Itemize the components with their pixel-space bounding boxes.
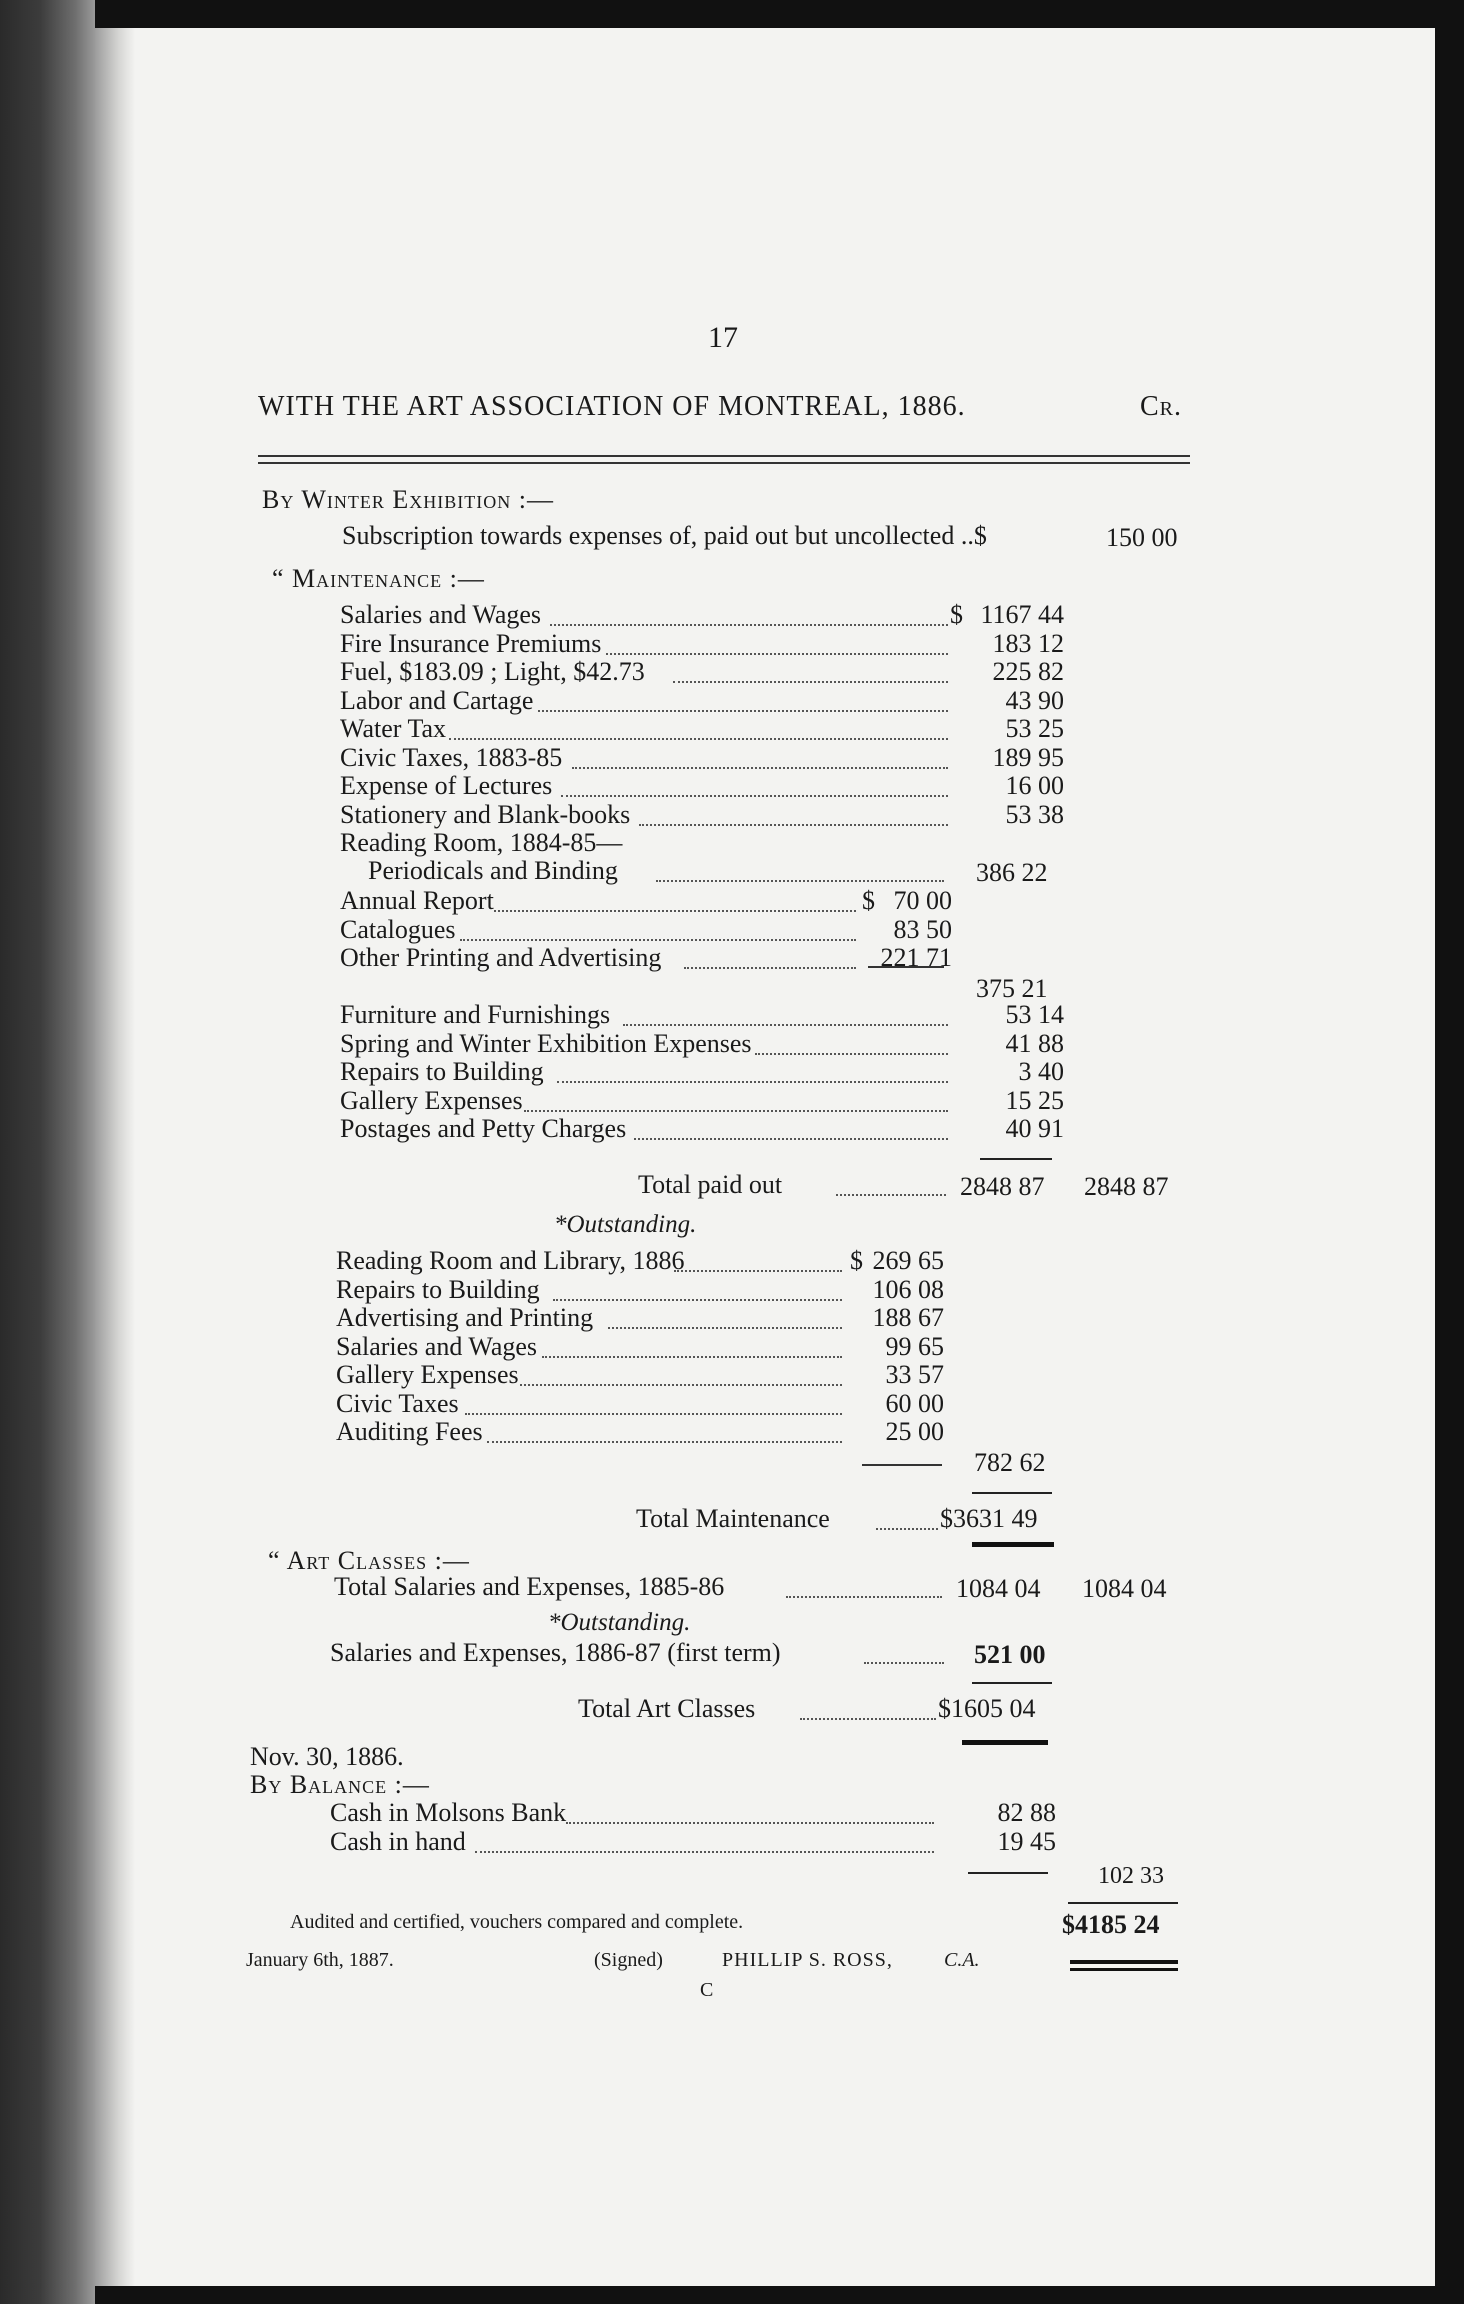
outstanding-item-dollar-sign: $: [850, 1246, 863, 1275]
total-maintenance: $3631 49: [940, 1504, 1038, 1533]
dot-leader: [542, 1356, 842, 1358]
balance-date: Nov. 30, 1886.: [250, 1742, 404, 1771]
maintenance-item-label: Labor and Cartage: [340, 685, 534, 715]
maintenance-item-label: Furniture and Furnishings: [340, 1000, 611, 1029]
maintenance-item-amount: 16 00: [1005, 771, 1064, 800]
scan-edge: [0, 0, 95, 2304]
maintenance-item-amount: 225 82: [992, 657, 1064, 686]
signature-mark: C: [700, 1979, 714, 2001]
maintenance-item-amount: 183 12: [992, 628, 1064, 658]
maintenance-item-label: Civic Taxes, 1883-85: [340, 742, 563, 772]
printing-item-label: Other Printing and Advertising: [340, 943, 662, 972]
outstanding-item-label: Repairs to Building: [336, 1274, 540, 1304]
header-rule: [258, 455, 1190, 457]
dot-leader: [606, 653, 948, 655]
outstanding-total: 782 62: [974, 1448, 1046, 1477]
dot-leader: [639, 824, 948, 826]
printing-item-label: Catalogues: [340, 914, 456, 944]
dot-leader: [557, 1081, 948, 1083]
page-gutter-shadow: [95, 28, 135, 2286]
total-maintenance-label: Total Maintenance: [636, 1504, 830, 1533]
total-paid-out-label: Total paid out: [638, 1170, 783, 1199]
outstanding-item-amount: 99 65: [885, 1331, 944, 1361]
balance-item-amount: 19 45: [997, 1826, 1056, 1856]
outstanding-item-label: Salaries and Wages: [336, 1331, 538, 1361]
section-heading-art-classes: “ Art Classes :—: [268, 1546, 470, 1575]
printing-item-amount: 83 50: [893, 914, 952, 944]
dot-leader: [786, 1596, 942, 1598]
dot-leader: [674, 1270, 842, 1272]
page-number: 17: [708, 321, 738, 354]
maintenance-item-label: Fire Insurance Premiums: [340, 628, 602, 658]
total-rule: [972, 1682, 1052, 1684]
printing-item-amount: 70 00: [893, 886, 952, 915]
balance-item-label: Cash in Molsons Bank: [330, 1798, 567, 1827]
maintenance-item-amount: 53 14: [1005, 1000, 1064, 1029]
reading-room-amount: 386 22: [976, 858, 1048, 887]
dot-leader: [561, 795, 948, 797]
dot-leader: [494, 910, 856, 912]
dot-leader: [608, 1327, 842, 1329]
balance-total: 102 33: [1098, 1863, 1164, 1889]
maintenance-item-label: Fuel, $183.09 ; Light, $42.73: [340, 657, 645, 686]
dot-leader: [475, 1851, 934, 1853]
maintenance-item-amount: 53 38: [1005, 799, 1064, 829]
outstanding-heading: *Outstanding.: [554, 1211, 697, 1238]
reading-room-label: Reading Room, 1884-85—: [340, 828, 623, 857]
art-classes-amount: 1084 04: [956, 1574, 1041, 1603]
dot-leader: [623, 1024, 948, 1026]
page-header-credit: Cr.: [1140, 391, 1183, 422]
maintenance-item-label: Stationery and Blank-books: [340, 799, 631, 829]
signed-label: (Signed): [594, 1949, 663, 1971]
outstanding-item-amount: 106 08: [872, 1274, 944, 1304]
dot-leader: [634, 1138, 948, 1140]
total-art-classes-label: Total Art Classes: [578, 1694, 756, 1723]
maintenance-item-amount: 15 25: [1005, 1085, 1064, 1115]
maintenance-item-label: Repairs to Building: [340, 1057, 544, 1086]
section-heading-balance: By Balance :—: [250, 1770, 430, 1799]
dot-leader: [876, 1528, 938, 1530]
outstanding-item-amount: 188 67: [872, 1303, 944, 1332]
dot-leader: [553, 1299, 842, 1301]
maintenance-item-label: Gallery Expenses: [340, 1085, 523, 1115]
grand-total: $4185 24: [1062, 1910, 1160, 1939]
outstanding-item-amount: 33 57: [885, 1360, 944, 1389]
winter-exhibition-amount: 150 00: [1106, 523, 1178, 552]
art-classes-outstanding-line: Salaries and Expenses, 1886-87 (first term): [330, 1638, 781, 1667]
signer-name: PHILLIP S. ROSS,: [722, 1949, 893, 1971]
dot-leader: [673, 681, 948, 683]
dot-leader: [566, 1822, 934, 1824]
outstanding-item-label: Civic Taxes: [336, 1388, 459, 1418]
dot-leader: [836, 1194, 946, 1196]
maintenance-item-dollar-sign: $: [950, 600, 963, 629]
maintenance-item-amount: 1167 44: [980, 600, 1064, 629]
maintenance-item-label: Water Tax: [340, 714, 447, 743]
dot-leader: [550, 624, 948, 626]
dot-leader: [656, 880, 944, 882]
balance-item-amount: 82 88: [997, 1798, 1056, 1827]
balance-item-label: Cash in hand: [330, 1826, 466, 1856]
dot-leader: [572, 767, 948, 769]
subtotal-rule: [862, 1464, 942, 1466]
printing-item-label: Annual Report: [340, 886, 494, 915]
total-paid-out: 2848 87: [960, 1172, 1045, 1201]
ledger-page: [95, 28, 1435, 2286]
dot-leader: [538, 710, 948, 712]
outstanding-item-amount: 269 65: [872, 1246, 944, 1275]
total-art-classes: $1605 04: [938, 1694, 1036, 1723]
dot-leader: [864, 1662, 944, 1664]
art-classes-line: Total Salaries and Expenses, 1885-86: [334, 1572, 725, 1601]
signer-title: C.A.: [944, 1949, 980, 1971]
maintenance-item-amount: 189 95: [992, 742, 1064, 772]
outstanding-item-amount: 25 00: [885, 1417, 944, 1446]
printing-item-amount: 221 71: [880, 943, 952, 972]
maintenance-item-amount: 40 91: [1005, 1114, 1064, 1143]
dot-leader: [460, 939, 856, 941]
outstanding-item-amount: 60 00: [885, 1388, 944, 1418]
outstanding-item-label: Reading Room and Library, 1886: [336, 1246, 685, 1275]
grand-total-double-rule: [1070, 1960, 1178, 1964]
total-rule: [980, 1158, 1052, 1160]
printing-item-dollar-sign: $: [862, 886, 875, 915]
maintenance-item-amount: 53 25: [1005, 714, 1064, 743]
art-classes-amount-carried: 1084 04: [1082, 1574, 1167, 1603]
dot-leader: [524, 1110, 948, 1112]
grand-total-double-rule: [1070, 1968, 1178, 1971]
maintenance-item-label: Postages and Petty Charges: [340, 1114, 627, 1143]
reading-room-sub-label: Periodicals and Binding: [368, 856, 618, 885]
art-classes-outstanding-heading: *Outstanding.: [548, 1609, 691, 1636]
total-paid-out-carried: 2848 87: [1084, 1172, 1169, 1201]
outstanding-item-label: Auditing Fees: [336, 1417, 483, 1446]
subtotal-rule: [868, 966, 944, 968]
total-rule: [972, 1492, 1052, 1494]
header-rule: [258, 462, 1190, 464]
total-rule: [1068, 1902, 1178, 1904]
section-heading-maintenance: “ Maintenance :—: [272, 564, 485, 593]
outstanding-item-label: Advertising and Printing: [336, 1303, 594, 1332]
dot-leader: [449, 738, 948, 740]
art-classes-outstanding-amount: 521 00: [974, 1640, 1046, 1669]
outstanding-item-label: Gallery Expenses: [336, 1360, 519, 1389]
dot-leader: [684, 967, 856, 969]
section-heading-winter-exhibition: By Winter Exhibition :—: [262, 485, 554, 514]
winter-exhibition-line: Subscription towards expenses of, paid out but uncollected ..$: [342, 521, 987, 550]
subtotal-rule: [968, 1872, 1048, 1874]
dot-leader: [465, 1413, 842, 1415]
total-double-rule: [972, 1542, 1054, 1547]
maintenance-item-label: Expense of Lectures: [340, 771, 553, 800]
total-double-rule: [962, 1740, 1048, 1745]
dot-leader: [800, 1718, 936, 1720]
maintenance-item-amount: 43 90: [1005, 685, 1064, 715]
maintenance-item-label: Spring and Winter Exhibition Expenses: [340, 1028, 752, 1058]
printing-total: 375 21: [976, 974, 1048, 1003]
dot-leader: [520, 1384, 842, 1386]
maintenance-item-amount: 3 40: [1018, 1057, 1064, 1086]
maintenance-item-amount: 41 88: [1005, 1028, 1064, 1058]
audit-statement: Audited and certified, vouchers compared and complete.: [290, 1911, 744, 1933]
maintenance-item-label: Salaries and Wages: [340, 600, 542, 629]
audit-date: January 6th, 1887.: [246, 1949, 394, 1971]
dot-leader: [487, 1441, 842, 1443]
page-header: WITH THE ART ASSOCIATION OF MONTREAL, 1886.: [258, 391, 966, 422]
dot-leader: [755, 1053, 948, 1055]
